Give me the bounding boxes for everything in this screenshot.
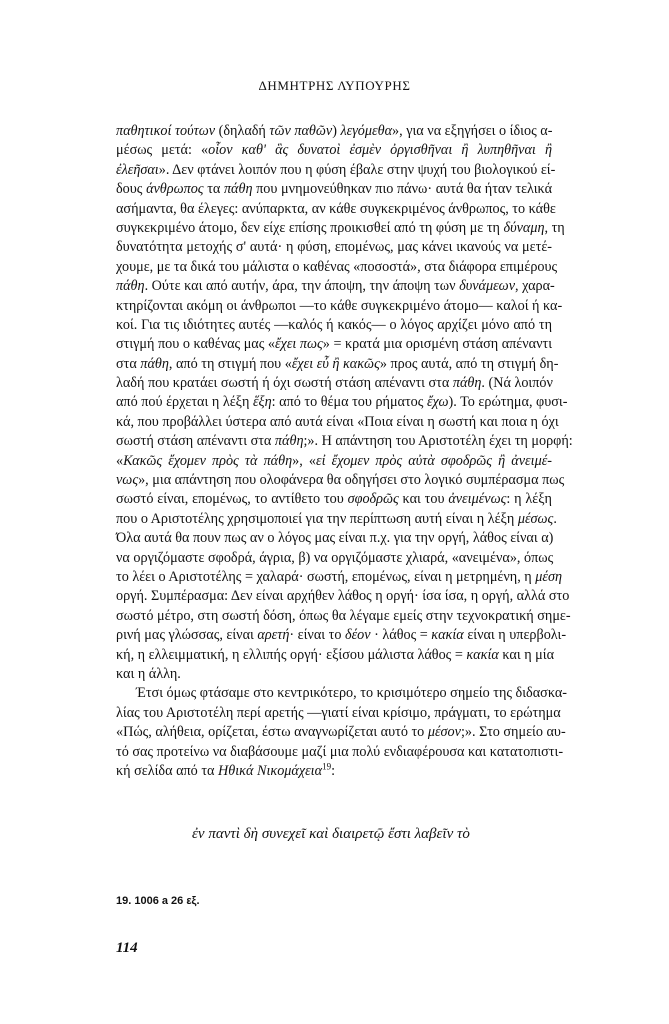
- text-line: [116, 393, 568, 412]
- italic-run: πάθη: [452, 375, 482, 392]
- paragraph: [116, 122, 573, 684]
- italic-run: κακία: [466, 646, 499, 663]
- text-run: και του: [398, 491, 449, 508]
- text-run: κή σελίδα από τα: [116, 762, 219, 779]
- text-run: σωστό μέτρο, στη σωστή δόση, όπως θα λέγαμε εμείς στην τεχνοκρατική σημε-: [116, 607, 571, 624]
- text-run: , τη: [544, 219, 565, 236]
- italic-run: άνθρωπος: [146, 181, 204, 198]
- italic-run: πάθη: [223, 181, 253, 198]
- italic-run: μέση: [535, 568, 563, 585]
- text-line: [116, 316, 552, 335]
- text-run: στιγμή που ο καθένας μας «: [116, 336, 275, 353]
- text-run: στα: [116, 355, 141, 372]
- italic-run: ἔχω: [426, 394, 449, 411]
- italic-run: μέσον: [427, 724, 461, 741]
- text-line: [116, 355, 559, 374]
- text-run: και η μία: [498, 646, 555, 663]
- text-run: ;». Η απάντηση του Αριστοτέλη έχει τη μορφή:: [303, 433, 573, 450]
- italic-run: κακία: [431, 627, 464, 644]
- text-run: κοί. Για τις ιδιότητες αυτές —καλός ή κακός— ο λόγος αρχίζει μόνο από τη: [116, 316, 552, 333]
- italic-run: ἔχει εὖ ἢ κακῶς: [291, 355, 380, 372]
- text-line: [116, 413, 559, 432]
- text-run: . (Νά λοιπόν: [481, 375, 553, 392]
- text-line: [116, 529, 552, 548]
- text-line: [116, 646, 555, 665]
- text-run: · λάθος =: [370, 627, 432, 644]
- italic-run: ἔχει πως: [275, 336, 323, 353]
- text-run: Έτσι όμως φτάσαμε στο κεντρικότερο, το κρισιμότερο σημείο της διδασκα-: [136, 685, 568, 702]
- italic-run: δύναμη: [503, 219, 545, 236]
- italic-run: λεγόμεθα: [340, 123, 393, 139]
- italic-run: οἷον καθ' ἃς δυνατοὶ ἐσμὲν ὀργισθῆναι ἢ λυπηθῆναι ἢ: [208, 142, 552, 159]
- text-run: · είναι το: [289, 627, 345, 644]
- italic-run: ἀνειμένως: [448, 491, 507, 508]
- text-line: [116, 684, 568, 703]
- text-line: [116, 335, 552, 354]
- text-line: [116, 258, 558, 277]
- italic-run: αρετή: [257, 627, 290, 644]
- text-run: χουμε, με τα δικά του μάλιστα ο καθένας «ποσοστά», στα διάφορα επιμέρους: [116, 258, 558, 275]
- italic-run: ἐλεῆσαι: [116, 161, 159, 178]
- text-line: [116, 510, 557, 529]
- text-run: σωστή στάση απέναντι στα: [116, 433, 275, 450]
- italic-run: Ηθικά Νικομάχεια: [218, 762, 323, 779]
- text-run: :: [331, 762, 336, 779]
- text-run: να οργιζόμαστε σφοδρά, άγρια, β) να οργιζόμαστε χλιαρά, «ανειμένα», όπως: [116, 549, 554, 566]
- text-run: : από το θέμα του ρήματος: [271, 394, 427, 411]
- text-run: » = κρατά μια ορισμένη στάση απέναντι: [322, 336, 553, 353]
- text-run: κτηρίζονται ακόμη οι άνθρωποι —το κάθε συγκεκριμένο άτομο— καλοί ή κα-: [116, 297, 563, 314]
- text-run: οργή. Συμπέρασμα: Δεν είναι αρχήθεν λάθος η οργή· ίσα ίσα, η οργή, αλλά στο: [116, 588, 570, 605]
- text-run: τό σας προτείνω να διαβάσουμε μαζί μια πολύ ενδιαφέρουσα και κατατοπιστι-: [116, 743, 564, 760]
- text-line: [116, 277, 555, 296]
- italic-run: μέσως: [517, 510, 554, 527]
- greek-quote: ἐν παντὶ δὴ συνεχεῖ καὶ διαιρετῷ ἔστι λαβεῖν τὸ: [192, 826, 470, 842]
- italic-run: τῶν παθῶν: [269, 123, 333, 139]
- text-run: .: [553, 510, 557, 527]
- text-line: [116, 471, 565, 490]
- text-run: δους: [116, 181, 147, 198]
- text-line: [116, 704, 561, 723]
- text-line: [116, 568, 563, 587]
- text-line: [116, 607, 571, 626]
- text-run: που μνημονεύθηκαν πιο πάνω· αυτά θα ήταν τελικά: [252, 181, 553, 198]
- text-run: λαδή που κρατάει σωστή ή όχι σωστή στάση απέναντι στα: [116, 375, 453, 392]
- text-run: «: [116, 452, 124, 469]
- text-run: συγκεκριμένο άτομο, δεν είχε επίσης προικισθεί από τη φύση με τη: [116, 219, 504, 236]
- italic-run: νως: [116, 472, 139, 489]
- body-text: [116, 122, 573, 781]
- italic-run: δυνάμεων: [459, 278, 515, 295]
- text-line: [116, 452, 552, 471]
- text-line: [116, 297, 563, 316]
- text-line: [116, 432, 573, 451]
- text-line: [116, 180, 552, 199]
- text-run: , χαρα-: [515, 278, 555, 295]
- page-number: 114: [116, 940, 138, 956]
- text-run: ». Δεν φτάνει λοιπόν που η φύση έβαλε στην ψυχή του βιολογικού εί-: [158, 161, 556, 178]
- text-run: », για να εξηγήσει ο ίδιος α-: [392, 123, 553, 139]
- text-line: [116, 374, 552, 393]
- text-run: και η άλλη.: [116, 665, 181, 682]
- text-line: [116, 762, 552, 781]
- italic-run: ἕξη: [252, 394, 272, 411]
- text-line: [116, 743, 564, 762]
- text-run: κά, που προβάλλει ύστερα από αυτά είναι «Ποια είναι η σωστή και ποια η όχι: [116, 413, 559, 430]
- text-line: [116, 238, 552, 257]
- text-run: . Ούτε και από αυτήν, άρα, την άποψη, την άποψη των: [144, 278, 460, 295]
- text-line: [116, 200, 556, 219]
- text-run: ). Το ερώτημα, φυσι-: [448, 394, 568, 411]
- text-run: ρινή μας γλώσσας, είναι: [116, 627, 258, 644]
- text-run: ;». Στο σημείο αυ-: [460, 724, 566, 741]
- text-run: Όλα αυτά θα πουν πως αν ο λόγος μας είναι π.χ. για την οργή, λάθος είναι α): [116, 530, 554, 547]
- text-line: [116, 490, 552, 509]
- text-run: λίας του Αριστοτέλη περί αρετής —γιατί είναι κρίσιμο, πράγματι, το ερώτημα: [116, 704, 561, 721]
- text-run: είναι η υπερβολι-: [463, 627, 567, 644]
- text-run: ασήμαντα, θα έλεγες: ανύπαρκτα, αν κάθε συγκεκριμένος άνθρωπος, το κάθε: [116, 200, 556, 217]
- text-line: [116, 161, 556, 180]
- text-line: [116, 122, 552, 141]
- italic-run: πάθη: [116, 278, 145, 295]
- paragraph: [116, 684, 568, 781]
- italic-run: πάθη: [274, 433, 304, 450]
- italic-run: σφοδρῶς: [347, 491, 399, 508]
- text-run: από πού έρχεται η λέξη: [116, 394, 253, 411]
- text-run: το λέει ο Αριστοτέλης = χαλαρά· σωστή, επομένως, είναι η μετρημένη, η: [116, 568, 536, 585]
- text-line: [116, 141, 552, 160]
- italic-run: δέον: [344, 627, 371, 644]
- text-line: [116, 219, 565, 238]
- text-run: δυνατότητα μετοχής σ' αυτά· η φύση, επομένως, μας κάνει ικανούς να μετέ-: [116, 239, 552, 256]
- text-run: μέσως μετά: «: [116, 142, 209, 159]
- text-line: [116, 587, 570, 606]
- text-run: , από τη στιγμή που «: [168, 355, 292, 372]
- text-line: [116, 665, 552, 684]
- text-run: : η λέξη: [506, 491, 552, 508]
- running-head: ΔΗΜΗΤΡΗΣ ΛΥΠΟΥΡΗΣ: [258, 78, 411, 93]
- italic-run: εἰ ἔχομεν πρὸς αὐτὰ σφοδρῶς ἢ ἀνειμέ-: [316, 452, 553, 469]
- text-run: σωστό είναι, επομένως, το αντίθετο του: [116, 491, 348, 508]
- footnote: 19. 1006 a 26 εξ.: [116, 895, 200, 907]
- text-run: », μια απάντηση που ολοφάνερα θα οδηγήσει στο λογικό συμπέρασμα πως: [138, 472, 565, 489]
- text-run: ): [332, 123, 341, 139]
- italic-run: Κακῶς ἔχομεν πρὸς τὰ πάθη: [123, 452, 293, 469]
- text-run: », «: [292, 452, 317, 469]
- footnote-ref: 19: [322, 761, 332, 772]
- text-run: που ο Αριστοτέλης χρησιμοποιεί για την περίπτωση αυτή είναι η λέξη: [116, 510, 518, 527]
- text-run: (δηλαδή: [215, 123, 270, 139]
- text-line: [116, 723, 566, 742]
- text-run: κή, η ελλειμματική, η ελλιπής οργή· εξίσου μάλιστα λάθος =: [116, 646, 467, 663]
- text-run: «Πώς, αλήθεια, ορίζεται, έστω αναγνωρίζεται αυτό το: [116, 724, 428, 741]
- italic-run: πάθη: [140, 355, 169, 372]
- text-run: τα: [203, 181, 224, 198]
- italic-run: παθητικοί τούτων: [116, 123, 216, 139]
- text-line: [116, 549, 552, 568]
- text-line: [116, 626, 567, 645]
- text-run: » προς αυτά, από τη στιγμή δη-: [379, 355, 559, 372]
